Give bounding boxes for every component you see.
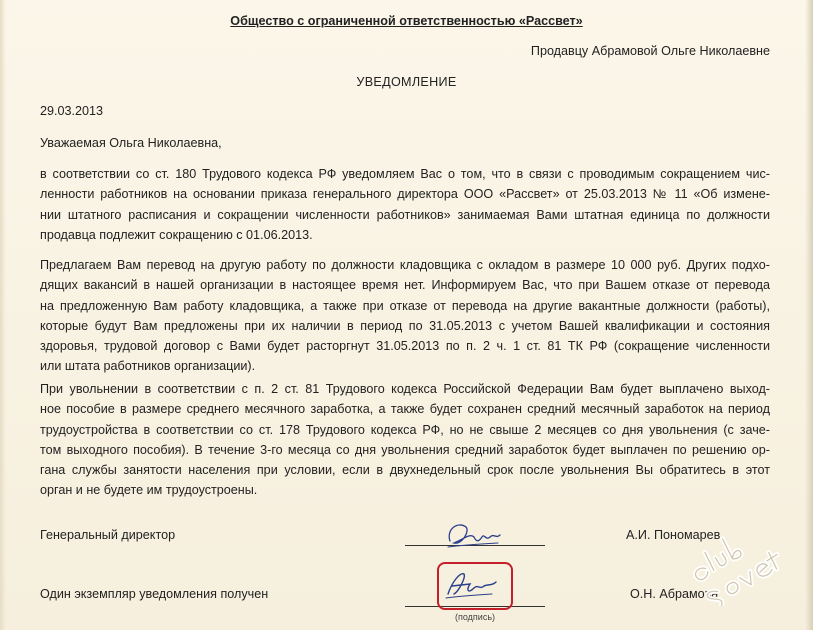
- text-line: том выходного пособия). В течение 3-го месяца со дня увольнения средний заработок будет выплачен по решению ор-: [40, 442, 770, 457]
- text-line: орган и не будете им трудоустроены.: [40, 483, 258, 498]
- paragraph-3: [40, 379, 770, 501]
- text-line: трудоустройства в соответствии со ст. 178 Трудового кодекса РФ, но не свыше 2 месяцев со дня увольнения (с заче-: [40, 422, 770, 437]
- director-name: А.И. Пономарев: [626, 528, 721, 542]
- text-line: гана службы занятости населения при условии, если в двухнедельный срок после увольнения Вы обратитесь в этот: [40, 463, 770, 478]
- text-line: в соответствии со ст. 180 Трудового кодекса РФ уведомляем Вас о том, что в связи с проводимым сокращением чис-: [40, 167, 770, 181]
- director-title: Генеральный директор: [40, 528, 176, 542]
- text-line: нии штатного расписания и сокращении численности работников» занимаемая Вами штатная единица по должности: [40, 207, 770, 222]
- watermark-logo: [676, 518, 786, 606]
- signature-caption: (подпись): [454, 612, 496, 622]
- company-name: Общество с ограниченной ответственностью «Рассвет»: [230, 14, 583, 28]
- received-label: Один экземпляр уведомления получен: [40, 587, 269, 601]
- paragraph-1: [40, 164, 770, 245]
- document-title: УВЕДОМЛЕНИЕ: [356, 75, 457, 89]
- text-line: здоровья, трудовой договор с Вами будет расторгнут 31.05.2013 по п. 2 ч. 1 ст. 81 ТК РФ (сокращение численности: [40, 339, 770, 354]
- text-line: ное пособие в размере среднего месячного заработка, а также будет сохранен средний месячный заработок на период: [40, 402, 770, 417]
- page-edge-right: [805, 0, 813, 630]
- paragraph-2: [40, 255, 770, 377]
- text-line: продавца подлежит сокращению с 01.06.2013.: [40, 227, 313, 242]
- text-line: дящих вакансий в нашей организации в настоящее время нет. Информируем Вас, что при Вашем отказе от перевода: [40, 278, 770, 293]
- director-signature: [440, 515, 510, 553]
- text-line: При увольнении в соответствии с п. 2 ст. 81 Трудового кодекса Российской Федерации Вам будет выплачено выход-: [40, 382, 770, 396]
- greeting: Уважаемая Ольга Николаевна,: [40, 136, 222, 150]
- text-line: ленности работников на основании приказа генерального директора ООО «Рассвет» от 25.03.2013 № 11 «Об измене-: [40, 187, 770, 202]
- signature-highlight-frame: [437, 562, 513, 610]
- text-line: которые будут Вам предложены при их наличии в период по 31.05.2013 с учетом Вашей квалификации и состояния: [40, 318, 770, 333]
- text-line: или штата работников организации).: [40, 359, 256, 374]
- text-line: Предлагаем Вам перевод на другую работу по должности кладовщика с окладом в размере 10 000 руб. Других подхо-: [40, 258, 770, 272]
- text-line: на предложенную Вам работу кладовщика, а также при отказе от перевода на другие вакантные должности (работы),: [40, 298, 770, 313]
- recipient-name: О.Н. Абрамова: [630, 587, 719, 601]
- page-edge-left: [0, 0, 6, 630]
- document-date: 29.03.2013: [40, 104, 104, 118]
- recipient-line: Продавцу Абрамовой Ольге Николаевне: [530, 44, 770, 58]
